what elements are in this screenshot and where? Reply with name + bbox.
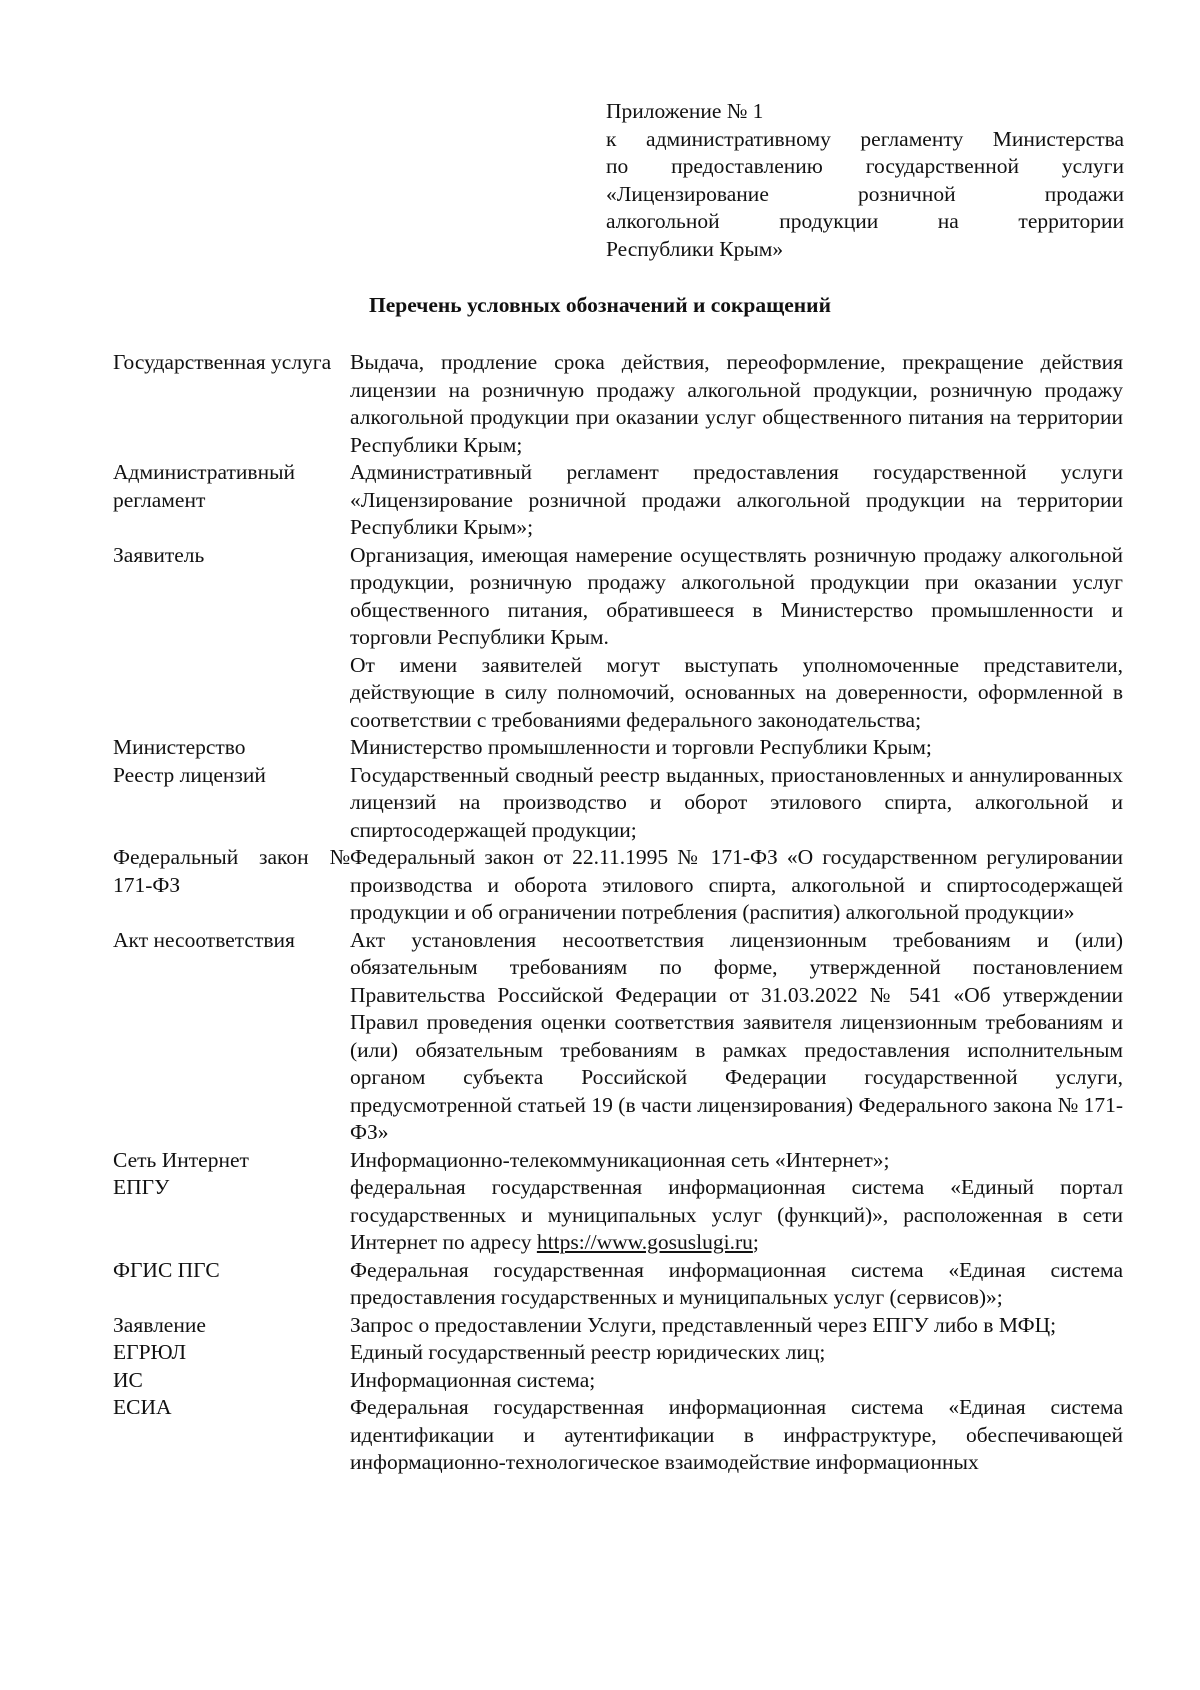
abbreviation-entry <box>113 459 1123 542</box>
abbreviation-entry <box>113 1147 1123 1175</box>
entry-term: Государственная услуга <box>113 350 332 374</box>
abbreviation-entry <box>113 844 1123 927</box>
entry-definition: Административный регламент предоставления государственной услуги «Лицензирование розничной продажи алкогольной продукции на территории Республики Крым»; <box>350 460 1123 539</box>
entry-term: ЕПГУ <box>113 1175 170 1199</box>
entry-term: ФГИС ПГС <box>113 1257 220 1282</box>
definition-paragraph: От имени заявителей могут выступать уполномоченные представители, действующие в силу полномочий, основанных на доверенности, оформленной в соответствии с требованиями федерального законодательства; <box>350 652 1123 732</box>
appendix-line: алкогольной продукции на территории <box>606 209 1124 233</box>
appendix-line: «Лицензирование розничной продажи <box>606 181 1124 206</box>
abbreviation-entry <box>113 1174 1123 1257</box>
entry-term: Реестр лицензий <box>113 762 266 787</box>
appendix-number: Приложение № 1 <box>606 99 764 123</box>
entry-term: Сеть Интернет <box>113 1147 249 1172</box>
entry-definition: Федеральная государственная информационная система «Единая система идентификации и аутентификации в инфраструктуре, обеспечивающей информационно-технологическое взаимодействие информационных <box>350 1395 1123 1474</box>
definition-suffix: ; <box>752 1230 759 1254</box>
entry-definition: Федеральный закон от 22.11.1995 № 171-ФЗ «О государственном регулировании производства и оборота этилового спирта, алкогольной и спиртосодержащей продукции и об ограничении потребления (распития) алкогольной продукции» <box>350 845 1123 924</box>
entry-definition: Министерство промышленности и торговли Республики Крым; <box>350 735 932 759</box>
entry-definition: Единый государственный реестр юридических лиц; <box>350 1340 826 1364</box>
abbreviation-entry <box>113 349 1123 459</box>
entry-definition: Выдача, продление срока действия, переоформление, прекращение действия лицензии на розничную продажу алкогольной продукции, розничную продажу алкогольной продукции при оказании услуг общественного питания на территории Республики Крым; <box>350 350 1123 457</box>
abbreviation-entry <box>113 927 1123 1147</box>
abbreviation-entry <box>113 1257 1123 1312</box>
entry-term: Акт несоответствия <box>113 927 295 952</box>
entry-term: Заявитель <box>113 542 205 567</box>
entry-definition: Акт установления несоответствия лицензионным требованиям и (или) обязательным требованиям по форме, утвержденной постановлением Правительства Российской Федерации от 31.03.2022 № 541 «Об утверждении Правил проведения оценки соответствия заявителя лицензионным требованиям и (или) обязательным требованиям в рамках предоставления исполнительным органом субъекта Российской Федерации государственной услуги, предусмотренной статьей 19 (в части лицензирования) Федерального закона № 171-ФЗ» <box>350 927 1123 1144</box>
entry-term: ЕСИА <box>113 1395 172 1419</box>
definition-paragraph: Организация, имеющая намерение осуществлять розничную продажу алкогольной продукции, розничную продажу алкогольной продукции при оказании услуг общественного питания, обратившееся в Министерство промышленности и торговли Республики Крым. <box>350 542 1123 649</box>
entry-definition: Информационная система; <box>350 1367 596 1392</box>
abbreviations-list <box>113 349 1123 1477</box>
abbreviation-entry <box>113 1312 1123 1340</box>
appendix-line: к административному регламенту Министерства <box>606 126 1124 151</box>
entry-term: Министерство <box>113 735 246 759</box>
appendix-line: Республики Крым» <box>606 236 784 261</box>
entry-definition: Информационно-телекоммуникационная сеть «Интернет»; <box>350 1147 890 1172</box>
abbreviation-entry <box>113 762 1123 845</box>
abbreviation-entry <box>113 1339 1123 1367</box>
appendix-line: по предоставлению государственной услуги <box>606 154 1124 178</box>
abbreviation-entry <box>113 734 1123 762</box>
entry-definition: Государственный сводный реестр выданных, приостановленных и аннулированных лицензий на производство и оборот этилового спирта, алкогольной и спиртосодержащей продукции; <box>350 762 1123 842</box>
entry-definition <box>350 1174 1123 1257</box>
abbreviation-entry <box>113 542 1123 735</box>
abbreviation-entry <box>113 1367 1123 1395</box>
gosuslugi-link[interactable]: https://www.gosuslugi.ru <box>536 1230 753 1254</box>
entry-definition: Федеральная государственная информационная система «Единая система предоставления государственных и муниципальных услуг (сервисов)»; <box>350 1257 1123 1309</box>
entry-term: ИС <box>113 1367 143 1392</box>
entry-term: ЕГРЮЛ <box>113 1340 187 1364</box>
document-title: Перечень условных обозначений и сокращений <box>369 293 831 317</box>
entry-definition: Запрос о предоставлении Услуги, представленный через ЕПГУ либо в МФЦ; <box>350 1312 1057 1337</box>
appendix-header <box>606 98 1124 263</box>
entry-term: Заявление <box>113 1312 206 1337</box>
definition-text: федеральная государственная информационная система «Единый портал государственных и муниципальных услуг (функций)», расположенная в сети Интернет по адресу <box>350 1175 1123 1254</box>
entry-definition <box>350 542 1123 735</box>
entry-term: Федеральный закон № 171-ФЗ <box>113 845 350 897</box>
entry-term: Административный регламент <box>113 460 296 512</box>
abbreviation-entry <box>113 1394 1123 1477</box>
